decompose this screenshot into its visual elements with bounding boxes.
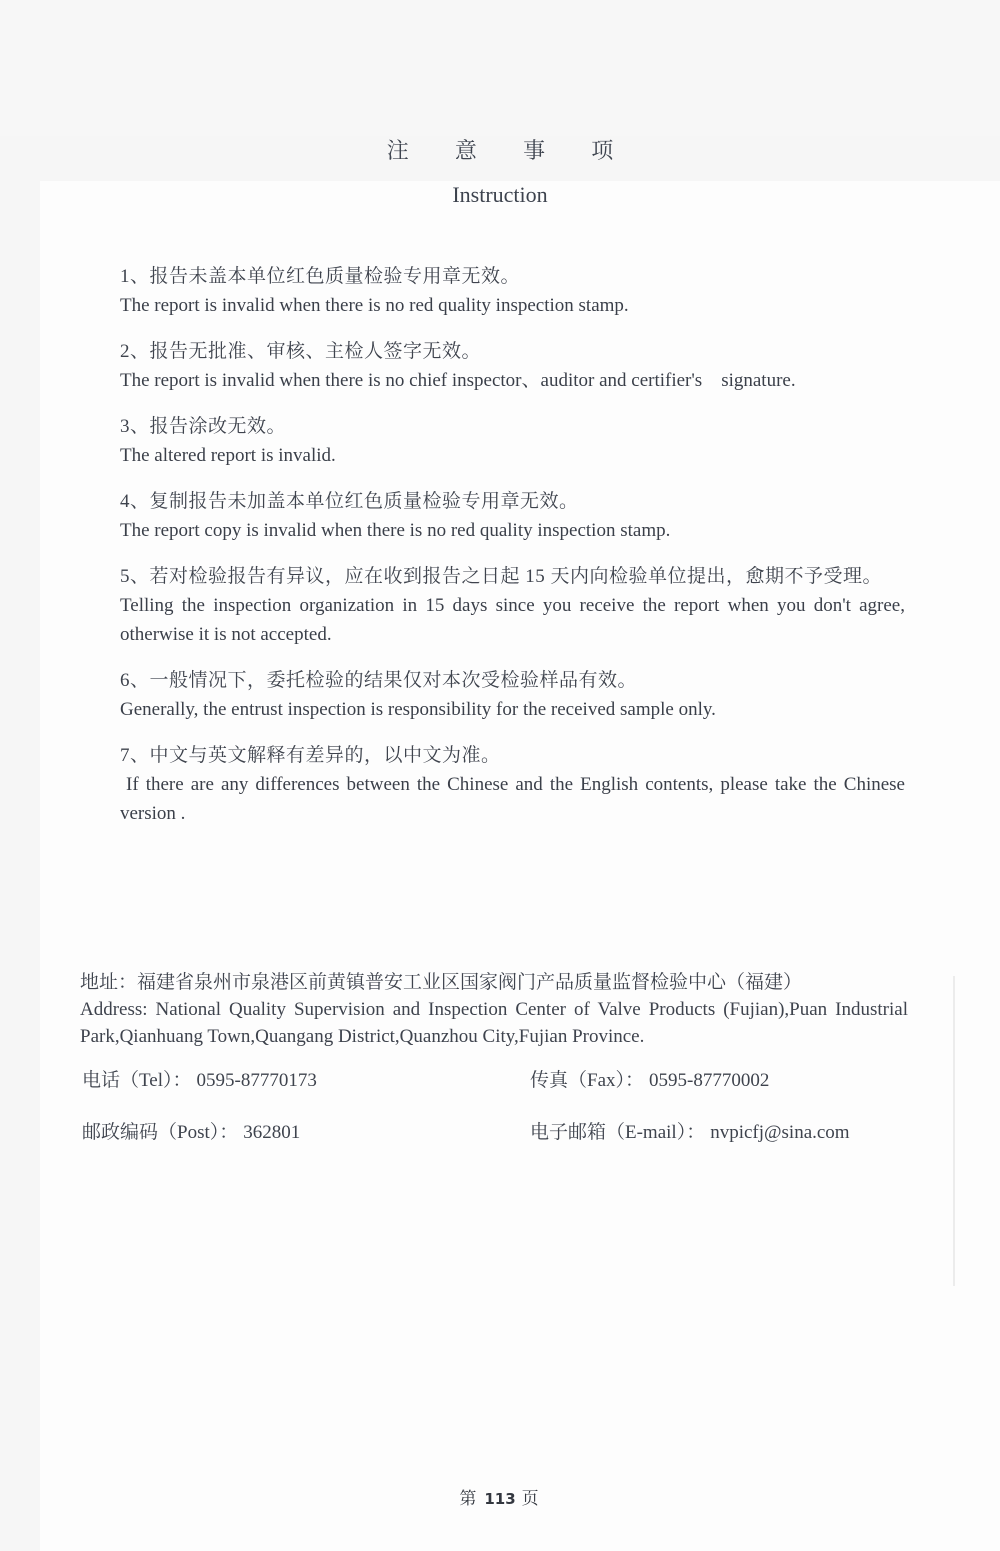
instruction-2-chinese: 2、报告无批准、审核、主检人签字无效。 [120, 341, 482, 362]
instruction-item-4 [120, 487, 905, 545]
contact-email [530, 1119, 908, 1146]
post-value: 362801 [243, 1122, 301, 1143]
footer-suffix: 页 [521, 1489, 541, 1508]
instruction-2-english: The report is invalid when there is no chief inspector、auditor and certifier's signature. [120, 370, 796, 391]
address-english: Address: National Quality Supervision and Inspection Center of Valve Products (Fujian),Puan Industrial Park,Qianhuang Town,Quangang District,Quanzhou City,Fujian Province. [80, 999, 908, 1047]
fax-label: 传真（Fax）： [530, 1070, 645, 1091]
instruction-6-chinese: 6、一般情况下，委托检验的结果仅对本次受检验样品有效。 [120, 670, 638, 691]
email-value: nvpicfj@sina.com [710, 1122, 850, 1143]
document-page [0, 136, 1000, 1551]
instruction-5-chinese: 5、若对检验报告有异议，应在收到报告之日起 15 天内向检验单位提出，愈期不予受理。 [120, 566, 883, 587]
contact-tel [82, 1067, 530, 1094]
instruction-item-2 [120, 337, 905, 395]
fax-value: 0595-87770002 [649, 1070, 770, 1091]
tel-value: 0595-87770173 [196, 1070, 317, 1091]
instruction-3-english: The altered report is invalid. [120, 445, 336, 466]
footer-prefix: 第 [459, 1489, 479, 1508]
address-chinese: 地址：福建省泉州市泉港区前黄镇普安工业区国家阀门产品质量监督检验中心（福建） [80, 972, 803, 993]
contact-fax [530, 1067, 908, 1094]
instruction-1-english: The report is invalid when there is no red quality inspection stamp. [120, 295, 629, 316]
email-label: 电子邮箱（E-mail）： [530, 1122, 706, 1143]
contact-post [82, 1119, 530, 1146]
tel-label: 电话（Tel）： [82, 1070, 192, 1091]
instruction-6-english: Generally, the entrust inspection is responsibility for the received sample only. [120, 699, 716, 720]
address-block [80, 969, 908, 1050]
instruction-3-chinese: 3、报告涂改无效。 [120, 416, 287, 437]
contact-info [82, 1067, 908, 1146]
instruction-item-1 [120, 262, 905, 320]
document-content [0, 136, 1000, 1551]
instruction-7-english: If there are any differences between the Chinese and the English contents, please take the Chinese version . [120, 774, 905, 824]
instruction-item-6 [120, 666, 905, 724]
instruction-4-english: The report copy is invalid when there is no red quality inspection stamp. [120, 520, 671, 541]
instruction-1-chinese: 1、报告未盖本单位红色质量检验专用章无效。 [120, 266, 521, 287]
page-footer [0, 1484, 1000, 1509]
title-chinese: 注意事项 [386, 138, 660, 163]
instruction-item-3 [120, 412, 905, 470]
instruction-list [120, 262, 905, 828]
title-english: Instruction [452, 182, 548, 207]
instruction-7-chinese: 7、中文与英文解释有差异的，以中文为准。 [120, 745, 501, 766]
instruction-item-7 [120, 741, 905, 828]
post-label: 邮政编码（Post）： [82, 1122, 239, 1143]
instruction-item-5 [120, 562, 905, 649]
page-number: 113 [484, 1490, 516, 1508]
instruction-5-english: Telling the inspection organization in 15 days since you receive the report when you don't agree, otherwise it is not accepted. [120, 595, 905, 645]
instruction-4-chinese: 4、复制报告未加盖本单位红色质量检验专用章无效。 [120, 491, 579, 512]
